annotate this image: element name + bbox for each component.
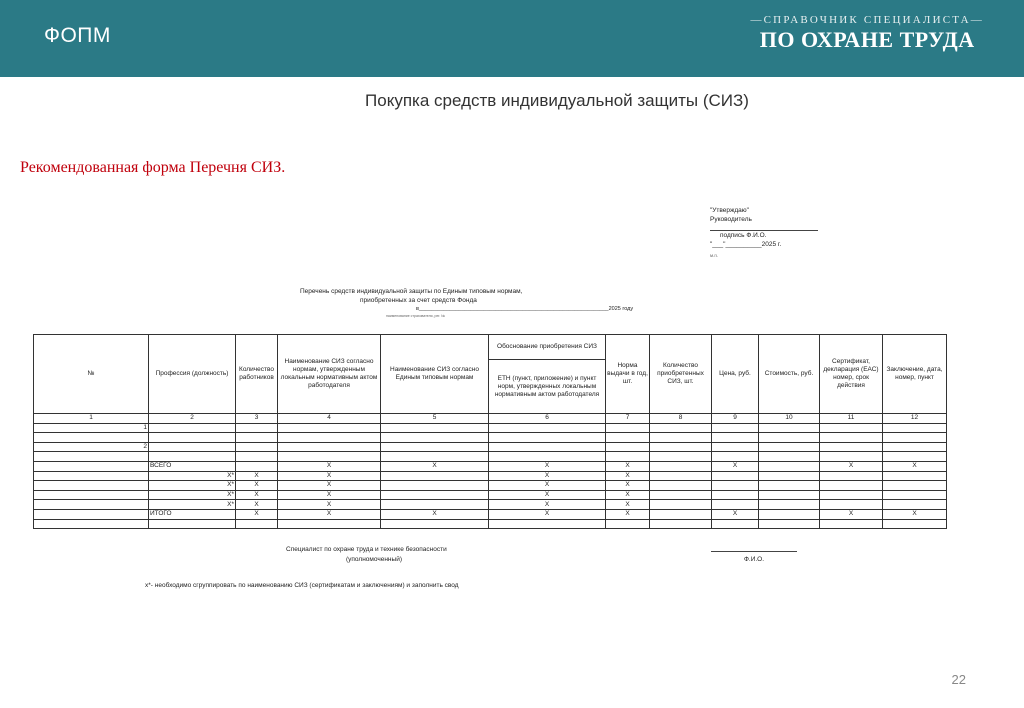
col-number: 12 (883, 414, 947, 424)
table-cell (149, 442, 236, 452)
table-row (34, 452, 947, 462)
table-cell: ИТОГО (149, 509, 236, 519)
subtitle: Рекомендованная форма Перечня СИЗ. (20, 159, 286, 176)
header-name-local: Наименование СИЗ согласно нормам, утвержденным локальным нормативным актом работодателя (278, 335, 381, 414)
table-cell (650, 490, 712, 500)
table-cell (759, 461, 820, 471)
table-cell: Х* (149, 481, 236, 491)
table-cell (820, 481, 883, 491)
table-cell: Х* (149, 490, 236, 500)
approve-position: Руководитель (710, 216, 752, 223)
table-cell (236, 423, 278, 433)
table-cell (883, 442, 947, 452)
signature-position: Специалист по охране труда и технике безопасности (286, 546, 447, 553)
table-row (34, 423, 947, 433)
header-no: № (34, 335, 149, 414)
table-row (34, 519, 947, 529)
table-cell (759, 519, 820, 529)
table-cell (883, 452, 947, 462)
table-cell: 1 (34, 423, 149, 433)
table-cell: Х (606, 471, 650, 481)
header-justification: Обоснование приобретения СИЗ (489, 335, 606, 360)
table-cell (759, 500, 820, 510)
table-cell: Х (278, 500, 381, 510)
table-cell: Х (489, 481, 606, 491)
fio-signature-line (711, 544, 797, 552)
header-bar (0, 0, 1024, 77)
heading-line-4: наименование страхователя, рег. № (386, 314, 445, 318)
table-row (34, 500, 947, 510)
table-cell (712, 442, 759, 452)
table-cell: ВСЕГО (149, 461, 236, 471)
table-cell: Х (236, 481, 278, 491)
table-cell (759, 433, 820, 443)
approval-block (710, 206, 830, 260)
table-cell (278, 433, 381, 443)
table-cell (381, 481, 489, 491)
table-cell: Х (278, 481, 381, 491)
signature-role: (уполномоченный) (346, 556, 402, 563)
approve-sign-caption: подпись Ф.И.О. (720, 232, 767, 239)
table-cell (820, 423, 883, 433)
table-cell: Х (606, 481, 650, 491)
heading-line-3: в______________________________________________________________2025 году (416, 306, 634, 312)
table-cell: Х* (149, 471, 236, 481)
table-cell (759, 442, 820, 452)
table-cell: Х (820, 461, 883, 471)
col-number: 9 (712, 414, 759, 424)
table-cell: Х (883, 509, 947, 519)
page-number: 22 (951, 672, 966, 687)
table-cell (381, 490, 489, 500)
table-cell (820, 500, 883, 510)
table-cell (650, 442, 712, 452)
table-cell (820, 442, 883, 452)
col-number: 4 (278, 414, 381, 424)
table-cell (883, 490, 947, 500)
table-cell: Х (236, 500, 278, 510)
table-row (34, 490, 947, 500)
table-cell: Х* (149, 500, 236, 510)
table-cell (381, 500, 489, 510)
table-cell (606, 452, 650, 462)
signature-block (286, 545, 447, 565)
table-cell (34, 481, 149, 491)
table-cell (650, 423, 712, 433)
table-cell (820, 471, 883, 481)
heading-line-2: приобретенных за счет средств Фонда (360, 297, 477, 304)
table-cell (489, 423, 606, 433)
table-cell (149, 452, 236, 462)
table-cell (712, 423, 759, 433)
table-row (34, 461, 947, 471)
header-profession: Профессия (должность) (149, 335, 236, 414)
page-title: Покупка средств индивидуальной защиты (СИЗ) (365, 91, 749, 110)
fio-caption: Ф.И.О. (743, 556, 765, 563)
table-cell (489, 433, 606, 443)
table-cell (759, 423, 820, 433)
table-cell (278, 423, 381, 433)
table-cell (712, 452, 759, 462)
col-number: 3 (236, 414, 278, 424)
brand-main-text: ПО ОХРАНЕ ТРУДА (759, 27, 975, 52)
table-cell: Х (883, 461, 947, 471)
table-cell (712, 481, 759, 491)
table-cell (149, 433, 236, 443)
table-cell (712, 490, 759, 500)
table-cell: Х (712, 461, 759, 471)
table-cell (236, 452, 278, 462)
table-cell (381, 519, 489, 529)
table-cell: Х (278, 490, 381, 500)
table-cell (650, 500, 712, 510)
table-cell: Х (489, 461, 606, 471)
table-cell: Х (236, 471, 278, 481)
table-cell (381, 452, 489, 462)
table-cell (712, 519, 759, 529)
table-cell (381, 442, 489, 452)
column-numbers-row (34, 414, 947, 424)
table-cell (278, 452, 381, 462)
table-cell (34, 509, 149, 519)
brand-logo (750, 14, 984, 53)
table-cell (34, 433, 149, 443)
table-cell (606, 442, 650, 452)
table-cell (759, 481, 820, 491)
table-cell: Х (489, 509, 606, 519)
table-body (34, 423, 947, 529)
header-title: ФОПМ (44, 24, 111, 47)
table-cell (650, 452, 712, 462)
approve-label: "Утверждаю" (710, 207, 749, 214)
table-cell: Х (236, 490, 278, 500)
table-cell (34, 452, 149, 462)
table-cell: Х (606, 500, 650, 510)
table-row (34, 442, 947, 452)
table-cell (820, 452, 883, 462)
table-cell (34, 500, 149, 510)
table-cell (883, 433, 947, 443)
table-cell (381, 471, 489, 481)
table-cell (236, 433, 278, 443)
table-cell (820, 433, 883, 443)
table-cell (883, 481, 947, 491)
col-number: 8 (650, 414, 712, 424)
table-cell: Х (606, 509, 650, 519)
approve-signature-line (710, 224, 818, 231)
col-number: 11 (820, 414, 883, 424)
table-cell (712, 471, 759, 481)
table-cell: Х (489, 490, 606, 500)
table-cell (650, 461, 712, 471)
table-cell (712, 500, 759, 510)
table-cell (650, 433, 712, 443)
table-cell: Х (606, 461, 650, 471)
table-cell (820, 519, 883, 529)
table-cell (34, 461, 149, 471)
table-cell: Х (381, 461, 489, 471)
table-cell (34, 490, 149, 500)
table-cell (759, 490, 820, 500)
table-cell (759, 471, 820, 481)
col-number: 2 (149, 414, 236, 424)
table-cell (883, 423, 947, 433)
table-cell (606, 519, 650, 529)
col-number: 6 (489, 414, 606, 424)
table-cell (278, 442, 381, 452)
header-name-etn: Наименование СИЗ согласно Единым типовым нормам (381, 335, 489, 414)
table-row (34, 481, 947, 491)
document-heading (300, 287, 633, 319)
header-norm: Норма выдачи в год, шт. (606, 335, 650, 414)
table-cell: Х (820, 509, 883, 519)
table-cell (650, 471, 712, 481)
table-cell (278, 519, 381, 529)
approve-stamp-place: м.п. (710, 253, 719, 258)
table-cell (149, 519, 236, 529)
header-qty: Количество приобретенных СИЗ, шт. (650, 335, 712, 414)
fio-block (711, 544, 797, 565)
table-cell (712, 433, 759, 443)
table-cell: Х (278, 461, 381, 471)
table-cell (759, 509, 820, 519)
table-cell: Х (278, 471, 381, 481)
table-cell (489, 442, 606, 452)
table-cell: Х (236, 509, 278, 519)
table-cell: Х (278, 509, 381, 519)
table-cell (606, 433, 650, 443)
table-cell: Х (489, 500, 606, 510)
col-number: 1 (34, 414, 149, 424)
table-cell (236, 519, 278, 529)
header-cost: Стоимость, руб. (759, 335, 820, 414)
table-cell (883, 519, 947, 529)
table-cell (759, 452, 820, 462)
header-price: Цена, руб. (712, 335, 759, 414)
table-row (34, 433, 947, 443)
header-cert: Сертификат, декларация (ЕАС) номер, срок действия (820, 335, 883, 414)
col-number: 5 (381, 414, 489, 424)
header-workers: Количество работников (236, 335, 278, 414)
table-cell (381, 433, 489, 443)
table-cell (381, 423, 489, 433)
approve-date: "___"__________2025 г. (710, 241, 782, 248)
table-cell (650, 481, 712, 491)
table-cell (820, 490, 883, 500)
table-row (34, 471, 947, 481)
col-number: 10 (759, 414, 820, 424)
header-conclusion: Заключение, дата, номер, пункт (883, 335, 947, 414)
table-cell (883, 471, 947, 481)
table-cell (606, 423, 650, 433)
table-cell (34, 519, 149, 529)
table-cell: 2 (34, 442, 149, 452)
brand-top-text: —СПРАВОЧНИК СПЕЦИАЛИСТА— (750, 14, 984, 26)
table-cell (149, 423, 236, 433)
col-number: 7 (606, 414, 650, 424)
table-cell: Х (712, 509, 759, 519)
table-cell (34, 471, 149, 481)
siz-table (33, 334, 947, 529)
table-cell (236, 461, 278, 471)
table-cell (489, 519, 606, 529)
table-cell (236, 442, 278, 452)
table-cell (883, 500, 947, 510)
table-cell (650, 509, 712, 519)
footnote: х*- необходимо сгруппировать по наименованию СИЗ (сертификатам и заключениям) и заполнить свод (145, 582, 459, 589)
table-cell: Х (381, 509, 489, 519)
table-cell (650, 519, 712, 529)
heading-line-1: Перечень средств индивидуальной защиты по Единым типовым нормам, (300, 288, 523, 295)
table-cell (489, 452, 606, 462)
table-cell: Х (489, 471, 606, 481)
header-justification-sub: ЕТН (пункт, приложение) и пункт норм, утвержденных локальным нормативным актом работодателя (489, 360, 606, 414)
table-cell: Х (606, 490, 650, 500)
table-row (34, 509, 947, 519)
